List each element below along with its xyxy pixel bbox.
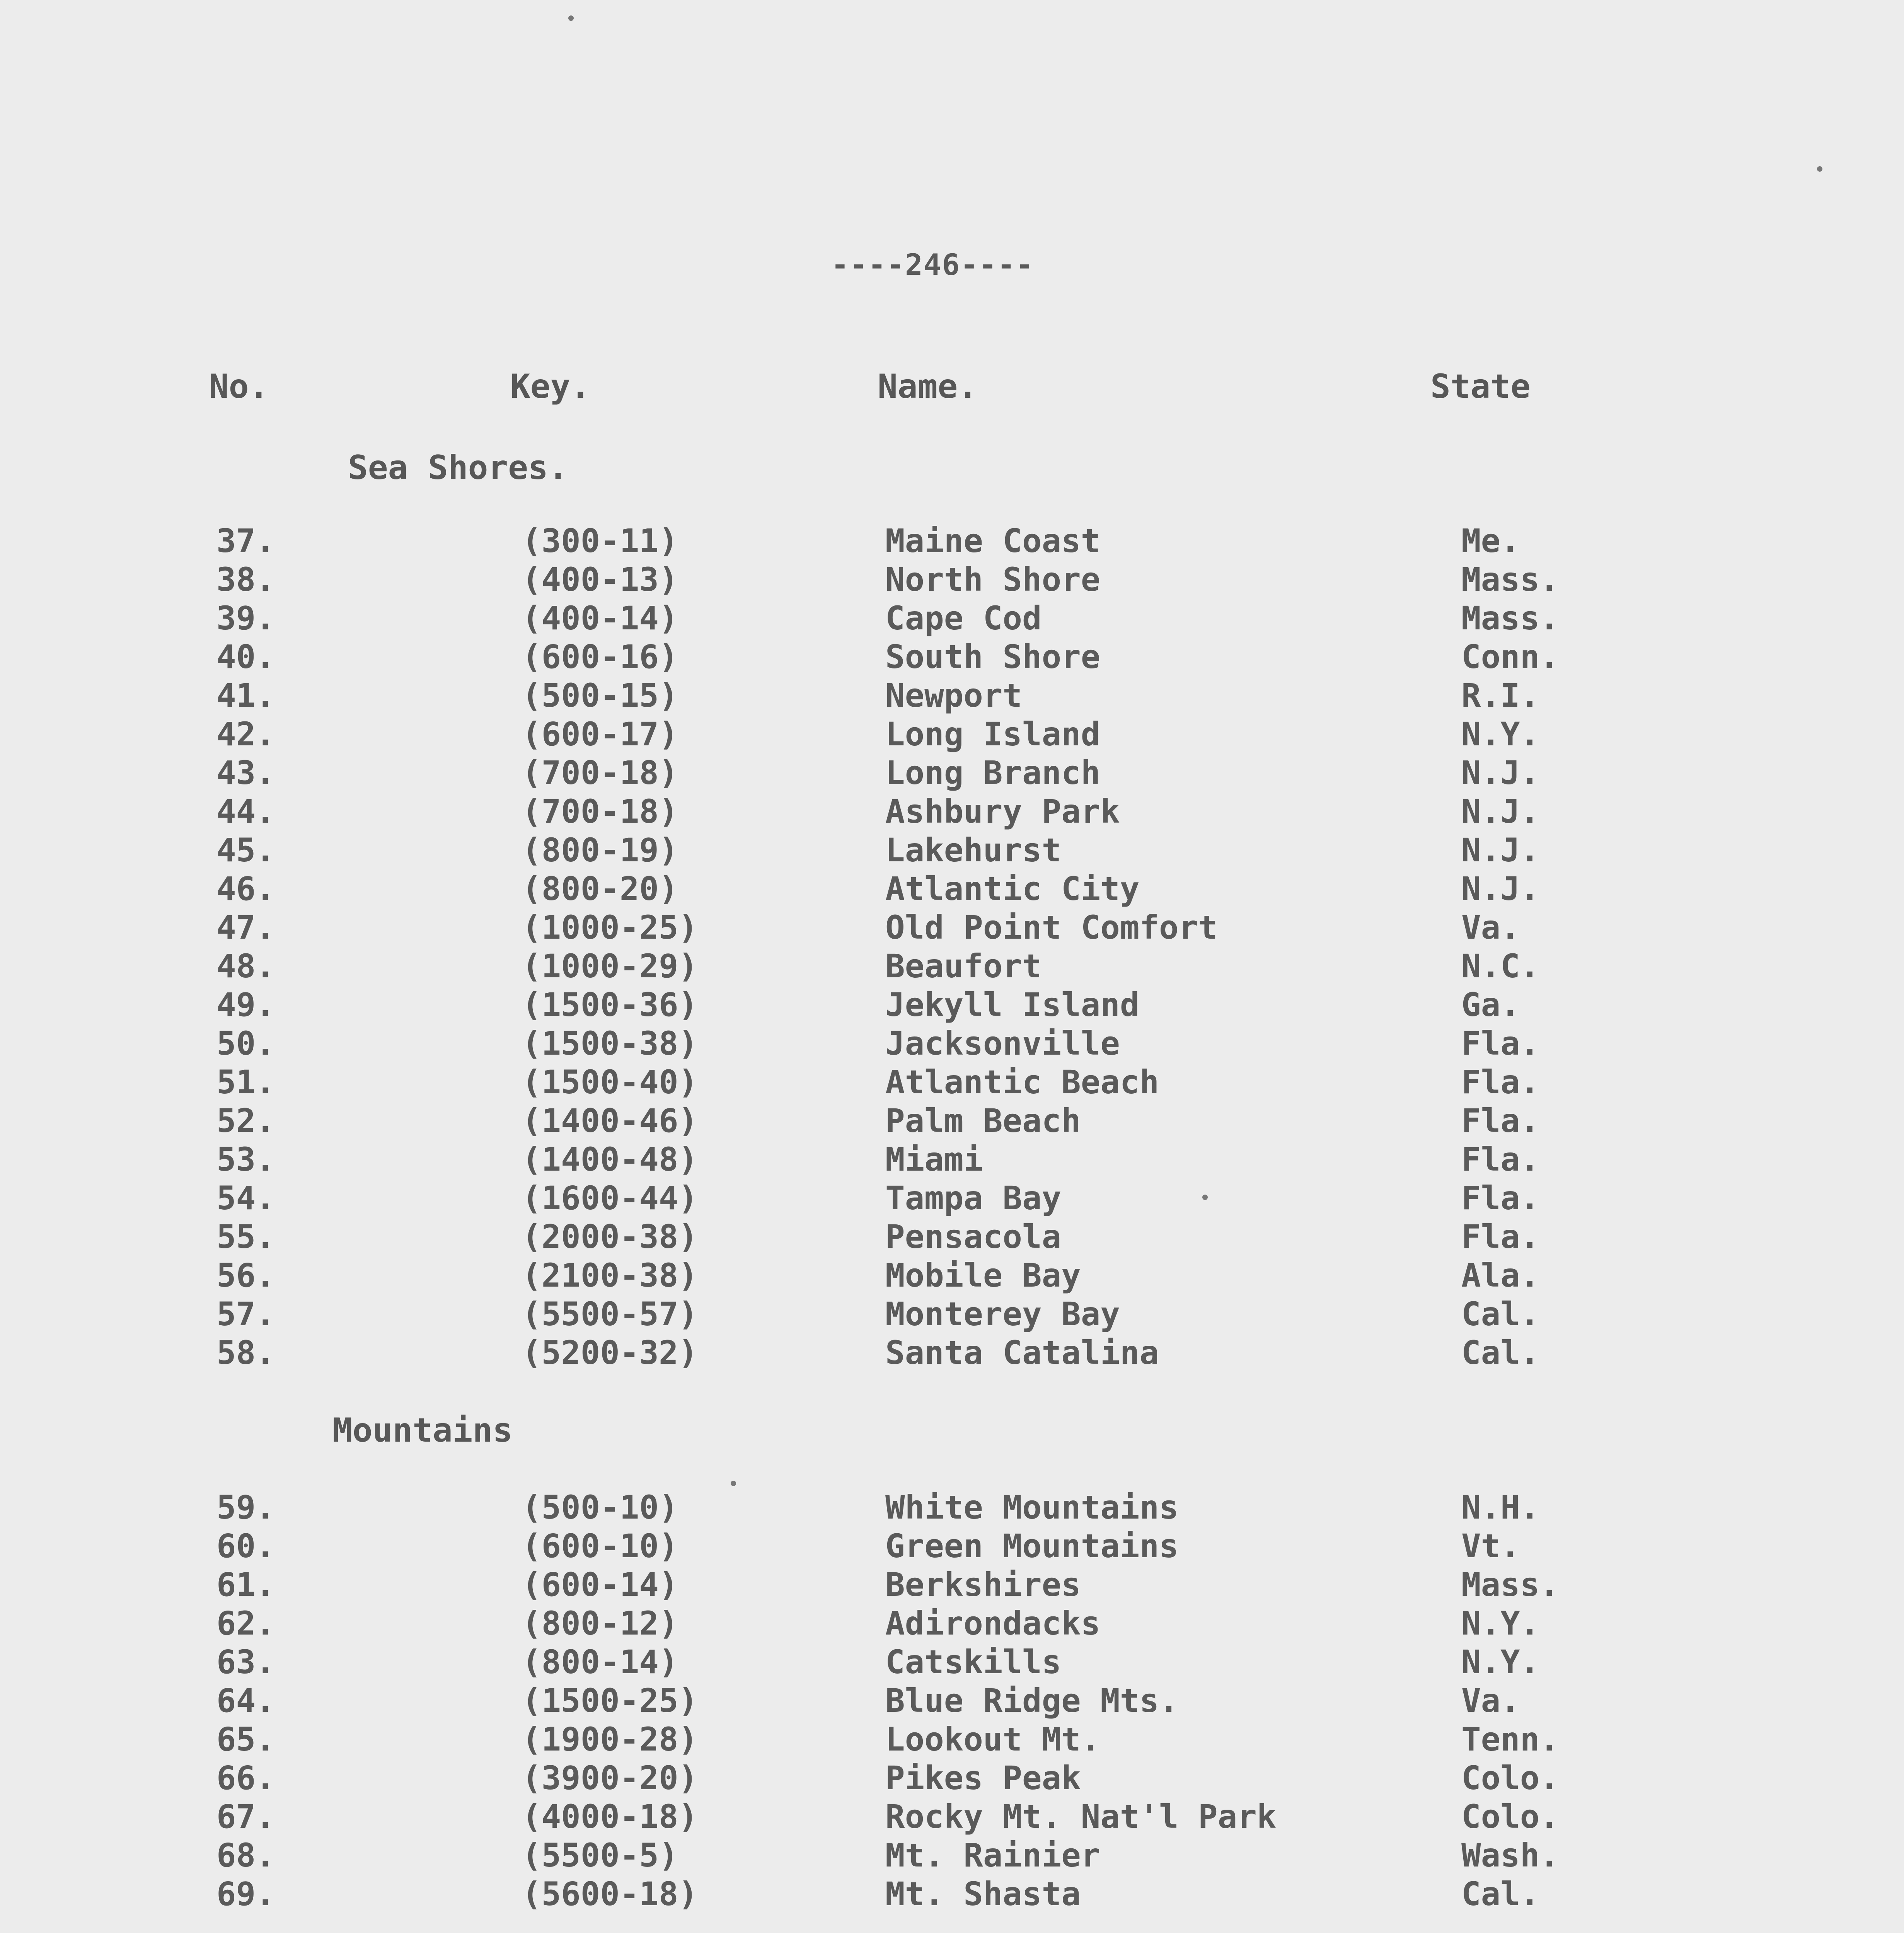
table-row: 44. (700-18) Ashbury Park N.J. bbox=[216, 793, 1540, 830]
table-row: 51. (1500-40) Atlantic Beach Fla. bbox=[216, 1063, 1540, 1101]
table-row: 57. (5500-57) Monterey Bay Cal. bbox=[216, 1295, 1540, 1333]
table-row: 49. (1500-36) Jekyll Island Ga. bbox=[216, 986, 1520, 1024]
table-row: 48. (1000-29) Beaufort N.C. bbox=[216, 947, 1540, 985]
table-row: 62. (800-12) Adirondacks N.Y. bbox=[216, 1604, 1540, 1642]
table-row: 68. (5500-5) Mt. Rainier Wash. bbox=[216, 1836, 1559, 1874]
page-number: ----246---- bbox=[831, 247, 1035, 282]
table-row: 69. (5600-18) Mt. Shasta Cal. bbox=[216, 1875, 1540, 1913]
table-row: 64. (1500-25) Blue Ridge Mts. Va. bbox=[216, 1682, 1520, 1720]
paper-speck bbox=[1202, 1195, 1208, 1200]
table-row: 45. (800-19) Lakehurst N.J. bbox=[216, 831, 1540, 869]
header-name: Name. bbox=[878, 367, 978, 406]
table-row: 43. (700-18) Long Branch N.J. bbox=[216, 754, 1540, 792]
table-row: 53. (1400-48) Miami Fla. bbox=[216, 1140, 1540, 1178]
header-state: State bbox=[1430, 367, 1531, 406]
header-no: No. bbox=[209, 367, 269, 406]
table-mountains bbox=[0, 1488, 1904, 1914]
table-row: 63. (800-14) Catskills N.Y. bbox=[216, 1643, 1540, 1681]
table-row: 40. (600-16) South Shore Conn. bbox=[216, 638, 1559, 676]
table-row: 46. (800-20) Atlantic City N.J. bbox=[216, 870, 1540, 908]
table-row: 47. (1000-25) Old Point Comfort Va. bbox=[216, 909, 1520, 946]
table-row: 67. (4000-18) Rocky Mt. Nat'l Park Colo. bbox=[216, 1798, 1559, 1836]
table-row: 65. (1900-28) Lookout Mt. Tenn. bbox=[216, 1720, 1559, 1758]
table-row: 50. (1500-38) Jacksonville Fla. bbox=[216, 1024, 1540, 1062]
section-title-sea-shores: Sea Shores. bbox=[348, 448, 568, 487]
table-row: 37. (300-11) Maine Coast Me. bbox=[216, 522, 1520, 560]
table-row: 60. (600-10) Green Mountains Vt. bbox=[216, 1527, 1520, 1565]
header-key: Key. bbox=[510, 367, 591, 406]
table-row: 42. (600-17) Long Island N.Y. bbox=[216, 715, 1540, 753]
table-row: 56. (2100-38) Mobile Bay Ala. bbox=[216, 1256, 1540, 1294]
table-row: 54. (1600-44) Tampa Bay Fla. bbox=[216, 1179, 1540, 1217]
table-row: 58. (5200-32) Santa Catalina Cal. bbox=[216, 1334, 1540, 1372]
paper-speck bbox=[1817, 166, 1822, 172]
paper-speck bbox=[568, 15, 574, 21]
section-title-mountains: Mountains bbox=[332, 1411, 513, 1450]
table-row: 55. (2000-38) Pensacola Fla. bbox=[216, 1218, 1540, 1256]
table-sea-shores bbox=[0, 522, 1904, 1372]
table-row: 66. (3900-20) Pikes Peak Colo. bbox=[216, 1759, 1559, 1797]
table-row: 61. (600-14) Berkshires Mass. bbox=[216, 1566, 1559, 1604]
table-row: 41. (500-15) Newport R.I. bbox=[216, 677, 1540, 714]
table-row: 38. (400-13) North Shore Mass. bbox=[216, 561, 1559, 598]
paper-speck bbox=[731, 1481, 736, 1486]
table-row: 59. (500-10) White Mountains N.H. bbox=[216, 1488, 1540, 1526]
table-row: 39. (400-14) Cape Cod Mass. bbox=[216, 599, 1559, 637]
table-row: 52. (1400-46) Palm Beach Fla. bbox=[216, 1102, 1540, 1140]
